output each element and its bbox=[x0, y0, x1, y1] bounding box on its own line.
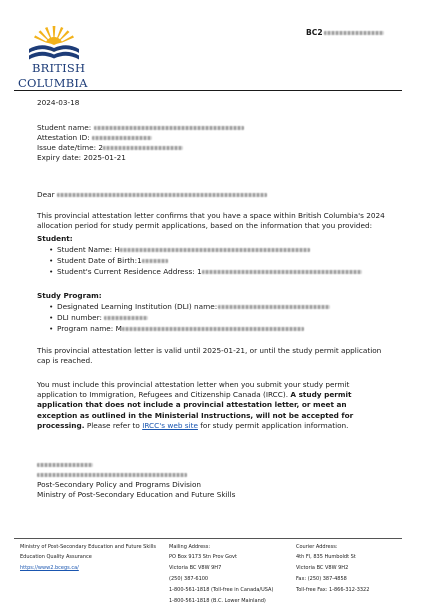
closing-bold-text: A study permit application that does not include a provincial attestation letter, or meet an exception as outlined in the Ministerial Instructions, will not be accepted for processing. bbox=[37, 390, 354, 430]
logo-text-columbia: COLUMBIA bbox=[18, 76, 88, 90]
redacted-dli-number bbox=[104, 316, 148, 320]
footer-mailing-heading: Mailing Address: bbox=[169, 544, 211, 550]
redacted-dli-name bbox=[218, 305, 330, 309]
footer-website-link[interactable]: https://www2.bcegs.ca/ bbox=[20, 565, 79, 571]
program-name-item-prefix: M bbox=[115, 324, 122, 333]
footer-courier-heading: Courier Address: bbox=[296, 544, 338, 550]
student-name-item-prefix: H bbox=[114, 245, 120, 254]
redacted-signatory-name bbox=[37, 463, 93, 467]
redacted-salutation-name bbox=[57, 193, 267, 197]
reference-prefix: BC2 bbox=[306, 28, 323, 37]
closing-normal-text: You must include this provincial attestation letter when you submit your study permit application to Immigration, Refugees and Citizenship Canada (IRCC). bbox=[37, 380, 350, 400]
student-dob-item-label: Student Date of Birth: bbox=[57, 256, 138, 265]
redacted-attestation-id bbox=[92, 136, 152, 140]
ircc-website-link[interactable]: IRCC's web site bbox=[142, 420, 198, 430]
bc-sun-waves-icon bbox=[25, 22, 83, 60]
student-dob-item-prefix: 1 bbox=[137, 256, 142, 265]
closing-paragraph bbox=[37, 380, 387, 431]
dli-name-item-label: Designated Learning Institution (DLI) name: bbox=[57, 302, 218, 311]
redacted-student-dob bbox=[142, 259, 168, 263]
footer-mailing-line2: Victoria BC V8W 9H7 bbox=[169, 565, 222, 571]
dli-number-item-label: DLI number: bbox=[57, 313, 102, 322]
footer-courier-fax: Fax: (250) 387-4858 bbox=[296, 576, 347, 582]
expiry-date: Expiry date: 2025-01-21 bbox=[37, 153, 126, 162]
student-name-label: Student name: bbox=[37, 123, 92, 132]
student-name-line bbox=[37, 123, 244, 132]
redacted-issue-datetime bbox=[103, 146, 183, 150]
reference-number bbox=[306, 28, 384, 37]
header-divider bbox=[14, 90, 402, 91]
letter-date: 2024-03-18 bbox=[37, 98, 80, 107]
footer-ministry: Ministry of Post-Secondary Education and Future Skills bbox=[20, 544, 157, 550]
attestation-id-label: Attestation ID: bbox=[37, 133, 90, 142]
issue-datetime-prefix: 2 bbox=[98, 143, 104, 152]
student-name-item bbox=[57, 245, 310, 254]
issue-datetime-label: Issue date/time: bbox=[37, 143, 97, 152]
footer-mailing-line1: PO Box 9173 Stn Prov Govt bbox=[169, 554, 237, 560]
signature-division: Post-Secondary Policy and Programs Division bbox=[37, 480, 202, 489]
student-heading: Student: bbox=[37, 234, 73, 243]
student-address-item bbox=[57, 267, 362, 276]
issue-datetime-line bbox=[37, 143, 183, 152]
student-address-item-label: Student's Current Residence Address: bbox=[57, 267, 195, 276]
program-name-item-label: Program name: bbox=[57, 324, 114, 333]
footer-mailing-phone: (250) 387-6100 bbox=[169, 576, 209, 582]
footer-divider bbox=[14, 538, 402, 539]
validity-paragraph: This provincial attestation letter is valid until 2025-01-21, or until the study permit application cap is reached. bbox=[37, 346, 382, 366]
signature-name bbox=[37, 460, 93, 469]
redacted-program-name bbox=[122, 327, 304, 331]
closing-tail-text: for study permit application information. bbox=[200, 420, 349, 430]
dli-name-item bbox=[57, 302, 330, 311]
program-heading: Study Program: bbox=[37, 291, 102, 300]
signature-title bbox=[37, 470, 187, 479]
attestation-id-line bbox=[37, 133, 152, 142]
footer-courier-line1: 4th Fl, 835 Humboldt St bbox=[296, 554, 356, 560]
student-address-item-prefix: 1 bbox=[197, 267, 202, 276]
dli-number-item bbox=[57, 313, 148, 322]
footer-mailing-lowermainland: 1-800-561-1818 (B.C. Lower Mainland) bbox=[169, 598, 266, 604]
closing-refer-text: Please refer to bbox=[86, 420, 140, 430]
salutation-dear: Dear bbox=[37, 190, 55, 199]
student-name-item-label: Student Name: bbox=[57, 245, 113, 254]
logo-text-british: BRITISH bbox=[32, 61, 86, 75]
redacted-student-address bbox=[202, 270, 362, 274]
signature-ministry: Ministry of Post-Secondary Education and Future Skills bbox=[37, 490, 236, 499]
redacted-student-name-item bbox=[120, 248, 310, 252]
intro-paragraph: This provincial attestation letter confirms that you have a space within British Columbia's 2024 allocation period for study permit applications, based on the information that you provided: bbox=[37, 211, 385, 231]
footer-courier-line2: Victoria BC V8W 9H2 bbox=[296, 565, 349, 571]
salutation bbox=[37, 190, 267, 199]
redacted-reference bbox=[324, 31, 384, 35]
student-dob-item bbox=[57, 256, 168, 265]
redacted-signatory-title bbox=[37, 473, 187, 477]
redacted-student-name bbox=[94, 126, 244, 130]
footer-branch: Education Quality Assurance bbox=[20, 554, 92, 560]
footer-mailing-tollfree: 1-800-561-1818 (Toll-free in Canada/USA) bbox=[169, 587, 274, 593]
footer-courier-tollfree-fax: Toll-free Fax: 1-866-312-3322 bbox=[296, 587, 370, 593]
program-name-item bbox=[57, 324, 304, 333]
bc-logo bbox=[15, 22, 95, 90]
